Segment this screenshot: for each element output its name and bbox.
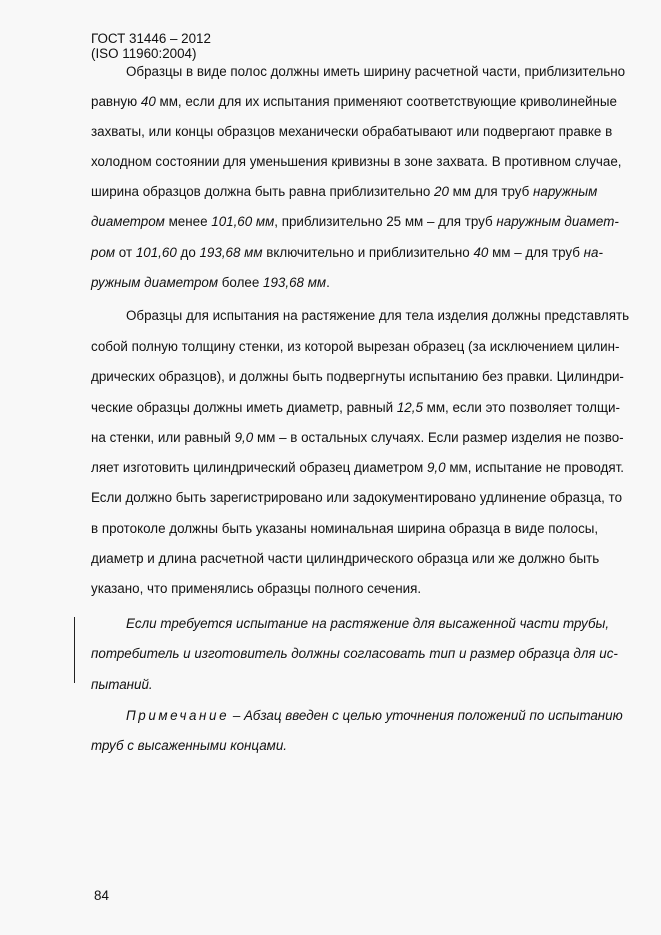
italic-text-segment: 9,0 bbox=[426, 460, 446, 475]
note-text: Абзац введен с целью уточнения положений по испытанию bbox=[244, 708, 623, 723]
italic-text-segment: наружным bbox=[533, 184, 598, 199]
italic-text-segment: наружным диамет- bbox=[496, 214, 619, 229]
note-label: Примечание bbox=[126, 708, 230, 723]
text-line: Если требуется испытание на растяжение для высаженной части трубы, bbox=[126, 616, 610, 631]
italic-text-segment: ружным диаметром bbox=[91, 275, 219, 290]
text-segment: диаметр и длина расчетной части цилиндрического образца или же должно быть bbox=[91, 551, 600, 566]
text-segment: . bbox=[326, 275, 330, 290]
text-segment: менее bbox=[164, 214, 212, 229]
note-line bbox=[126, 708, 623, 724]
italic-text-segment: 9,0 bbox=[234, 430, 254, 445]
note-dash: – bbox=[229, 708, 245, 723]
text-line bbox=[91, 184, 597, 200]
text-segment: равную bbox=[91, 94, 141, 109]
text-line bbox=[126, 64, 625, 80]
note-line: труб с высаженными концами. bbox=[91, 738, 287, 753]
text-line bbox=[91, 430, 624, 446]
text-segment: мм, если для их испытания применяют соответствующие криволинейные bbox=[155, 94, 617, 109]
text-segment: до bbox=[176, 245, 200, 260]
text-segment: собой полную толщину стенки, из которой вырезан образец (за исключением цилин- bbox=[91, 339, 620, 354]
text-line bbox=[91, 551, 599, 567]
revision-change-bar bbox=[74, 617, 75, 683]
italic-text-segment: 40 bbox=[473, 245, 489, 260]
text-segment: указано, что применялись образцы полного сечения. bbox=[91, 581, 422, 596]
text-line bbox=[91, 275, 330, 291]
text-segment: мм – в остальных случаях. Если размер изделия не позво- bbox=[253, 430, 624, 445]
italic-text-segment: 12,5 bbox=[396, 400, 423, 415]
text-line bbox=[126, 308, 629, 324]
italic-text-segment: 40 bbox=[140, 94, 156, 109]
document-header bbox=[91, 31, 211, 61]
text-line bbox=[91, 369, 624, 385]
page-number: 84 bbox=[94, 888, 109, 903]
text-segment: мм, если это позволяет толщи- bbox=[422, 400, 620, 415]
text-segment: Образцы для испытания на растяжение для тела изделия должны представлять bbox=[126, 308, 630, 323]
text-segment: ческие образцы должны иметь диаметр, равный bbox=[91, 400, 397, 415]
text-segment: ляет изготовить цилиндрический образец диаметром bbox=[91, 460, 427, 475]
text-line bbox=[91, 124, 612, 140]
text-line bbox=[91, 245, 603, 261]
text-line bbox=[91, 521, 598, 537]
text-line bbox=[91, 154, 622, 170]
text-segment: Если должно быть зарегистрировано или задокументировано удлинение образца, то bbox=[91, 490, 623, 505]
italic-text-segment: 20 bbox=[434, 184, 449, 199]
italic-text-segment: диаметром bbox=[91, 214, 165, 229]
text-segment: от bbox=[115, 245, 136, 260]
text-segment: мм – для труб bbox=[488, 245, 584, 260]
text-line bbox=[91, 460, 624, 476]
text-segment: более bbox=[218, 275, 264, 290]
text-line bbox=[91, 214, 619, 230]
italic-text-segment: 193,68 мм bbox=[199, 245, 263, 260]
text-segment: ширина образцов должна быть равна приблизительно bbox=[91, 184, 435, 199]
text-line bbox=[91, 581, 421, 597]
iso-reference: (ISO 11960:2004) bbox=[91, 46, 197, 61]
text-line bbox=[91, 339, 619, 355]
text-segment: , приблизительно 25 мм – для труб bbox=[274, 214, 497, 229]
italic-text-segment: 101,60 мм bbox=[211, 214, 275, 229]
text-line bbox=[91, 490, 622, 506]
italic-text-segment: ром bbox=[91, 245, 116, 260]
text-line: потребитель и изготовитель должны согласовать тип и размер образца для ис- bbox=[91, 646, 618, 661]
text-line: пытаний. bbox=[91, 677, 153, 692]
text-segment: мм, испытание не проводят. bbox=[445, 460, 624, 475]
text-segment: на стенки, или равный bbox=[91, 430, 235, 445]
text-segment: дрических образцов), и должны быть подвергнуты испытанию без правки. Цилиндри- bbox=[91, 369, 624, 384]
text-line bbox=[91, 400, 620, 416]
text-segment: мм для труб bbox=[448, 184, 534, 199]
text-segment: включительно и приблизительно bbox=[262, 245, 474, 260]
text-line bbox=[91, 94, 617, 110]
italic-text-segment: 101,60 bbox=[135, 245, 177, 260]
text-segment: Образцы в виде полос должны иметь ширину расчетной части, приблизительно bbox=[126, 64, 626, 79]
italic-text-segment: на- bbox=[583, 245, 603, 260]
italic-text-segment: 193,68 мм bbox=[263, 275, 327, 290]
standard-number: ГОСТ 31446 – 2012 bbox=[91, 31, 211, 46]
text-segment: в протоколе должны быть указаны номинальная ширина образца в виде полосы, bbox=[91, 521, 599, 536]
text-segment: захваты, или концы образцов механически обрабатывают или подвергают правке в bbox=[91, 124, 613, 139]
text-segment: холодном состоянии для уменьшения кривизны в зоне захвата. В противном случае, bbox=[91, 154, 622, 169]
